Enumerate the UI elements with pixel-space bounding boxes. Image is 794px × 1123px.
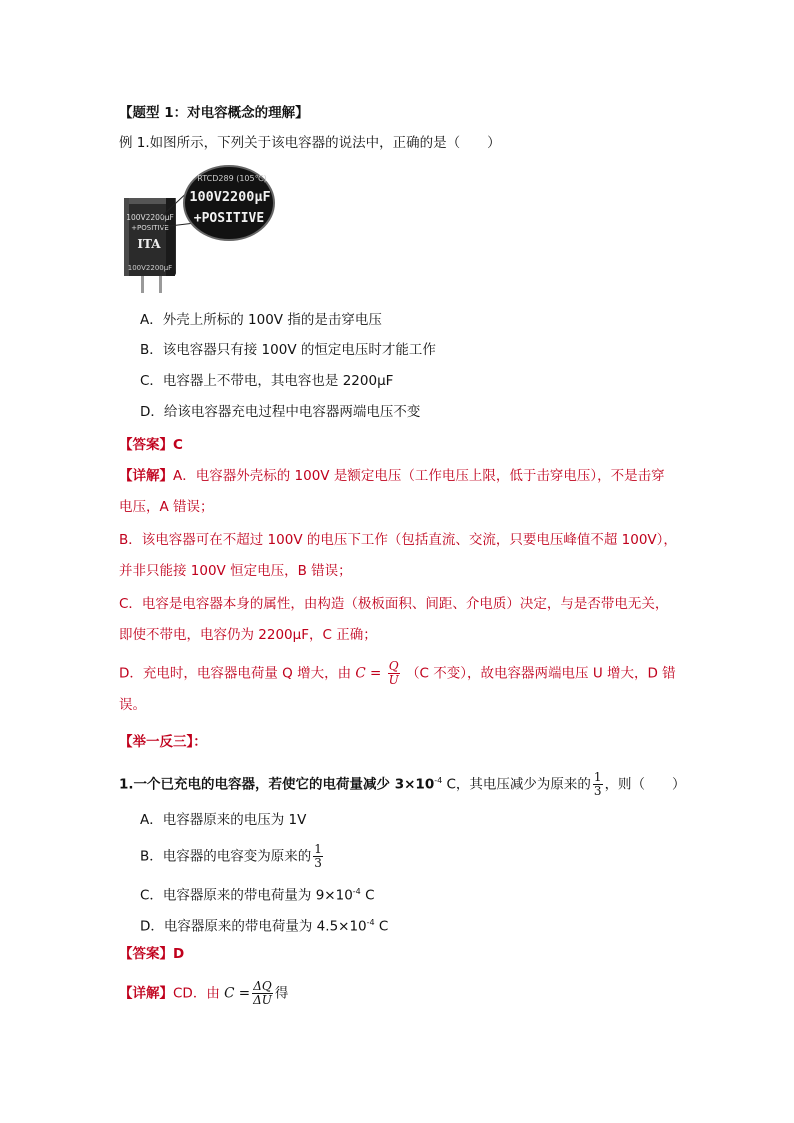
detail-2-num: ΔQ [253,979,272,993]
detail-d-prefix: D．充电时，电容器电荷量 Q 增大，由 [119,665,352,682]
q1-option-c [140,882,375,906]
q1-opt-b-den: 3 [314,856,322,870]
answer-label: 【答案】 [119,437,173,453]
detail-line-3: B．该电容器可在不超过 100V 的电压下工作（包括直流、交流，只要电压峰值不超 100V）， [119,532,677,548]
detail-d-lhs: C = [355,665,382,682]
detail-2-fraction [252,980,273,1007]
q1-option-d [140,913,388,937]
detail-d-num: Q [388,659,399,673]
detail-d-den: U [388,673,399,687]
q1-option-a: A．电容器原来的电压为 1V [140,812,307,828]
q1-opt-d-exp: -4 [366,918,375,927]
detail-label: 【详解】 [119,468,173,484]
detail-2-label: 【详解】 [119,985,173,1002]
detail-line-2: 电压，A 错误； [119,499,214,515]
zoom-text-1: RTCD289 (105℃) [197,174,267,183]
option-d: D．给该电容器充电过程中电容器两端电压不变 [140,404,421,420]
q1-exp: -4 [434,776,443,785]
q1-opt-d-unit: C [374,918,389,935]
detail-line-5: C．电容是电容器本身的属性，由构造（极板面积、间距、介电质）决定，与是否带电无关， [119,596,669,612]
question-1 [119,771,686,798]
example-question: 例 1.如图所示，下列关于该电容器的说法中，正确的是（ ） [119,135,501,151]
body-text-2: +POSITIVE [131,224,169,232]
q1-option-b [140,843,325,870]
q1-frac-den: 3 [593,784,602,798]
capacitor-illustration [121,165,276,300]
q1-frac-num: 1 [593,770,602,784]
q1-opt-b-fraction [313,843,323,870]
detail-2-end: 得 [274,985,289,1002]
q1-opt-d-prefix: D．电容器原来的带电荷量为 4.5×10 [140,918,367,935]
detail-2-lhs: C = [224,985,251,1002]
option-b: B．该电容器只有接 100V 的恒定电压时才能工作 [140,342,436,358]
q1-fraction [593,771,603,798]
q1-opt-c-prefix: C．电容器原来的带电荷量为 9×10 [140,887,353,904]
detail-d-fraction [388,660,400,687]
detail-2 [119,980,288,1007]
q1-end: ，则（ ） [604,776,686,793]
body-text-3: ITA [137,237,161,251]
zoom-text-3: +POSITIVE [193,211,265,226]
q1-opt-b-num: 1 [314,842,322,856]
body-text-1: 100V2200μF [126,213,174,222]
answer-2-value: D [173,946,185,962]
detail-line-d [119,660,676,687]
detail-2-prefix: CD．由 [173,985,220,1002]
detail-d-mid: （C 不变），故电容器两端电压 U 增大，D 错 [406,665,676,682]
answer-2-label: 【答案】 [119,946,173,962]
section-title-2: 【举一反三】： [119,734,207,750]
capacitor-image [121,165,276,300]
q1-opt-c-exp: -4 [352,887,361,896]
detail-line-4: 并非只能接 100V 恒定电压，B 错误； [119,563,352,579]
answer-1 [119,435,183,455]
detail-2-den: ΔU [253,993,272,1007]
answer-2 [119,944,184,964]
detail-line-1 [119,466,665,486]
body-text-4: 100V2200μF [127,264,173,272]
detail-line-d-end: 误。 [119,697,146,713]
detail-text: A．电容器外壳标的 100V 是额定电压（工作电压上限，低于击穿电压），不是击穿 [173,468,665,484]
option-c: C．电容器上不带电，其电容也是 2200μF [140,373,394,389]
answer-value: C [173,437,183,453]
detail-line-6: 即使不带电，电容仍为 2200μF，C 正确； [119,627,377,643]
section-title-1: 【题型 1：对电容概念的理解】 [119,105,309,121]
q1-opt-b-prefix: B．电容器的电容变为原来的 [140,848,312,865]
q1-opt-c-unit: C [360,887,375,904]
option-a: A．外壳上所标的 100V 指的是击穿电压 [140,312,382,328]
q1-mid: C，其电压减少为原来的 [442,776,591,793]
zoom-text-2: 100V2200μF [189,189,271,205]
q1-prefix: 1.一个已充电的电容器，若使它的电荷量减少 3×10 [119,776,435,793]
